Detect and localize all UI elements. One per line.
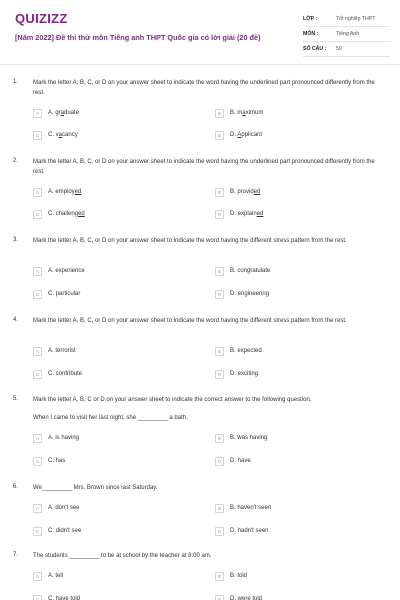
option-text: C. particular: [48, 291, 81, 297]
question-text: Mark the letter A, B, C, or D on your answer sheet to indicate the word having the underlined part pronounced differently from the rest.: [33, 80, 375, 96]
option-text: B. maximum: [230, 110, 264, 116]
question-text: The students _________ to be at school by the teacher at 8:00 am.: [33, 553, 212, 559]
option-letter-box: B: [215, 347, 224, 356]
option-text: C. have told: [48, 596, 81, 600]
option-text: D. exciting: [230, 371, 259, 377]
question-text: We_________ Mrs. Brown since last Saturday.: [33, 485, 158, 491]
option-letter-box: B: [215, 188, 224, 197]
option-text: D. engineering: [230, 291, 270, 297]
option-letter-box: D: [215, 370, 224, 379]
option-text: A. terrorist: [48, 348, 76, 354]
question-number: 1.: [13, 79, 19, 85]
worksheet-title: [Năm 2022] Đề thi thử môn Tiếng anh THPT Quốc gia có lời giải (20 đề): [15, 33, 261, 42]
option-letter-box: D: [215, 290, 224, 299]
question-number: 5.: [13, 396, 19, 402]
question-number: 2.: [13, 158, 19, 164]
option-text: D. Applicant: [230, 132, 263, 138]
worksheet-header: [0, 0, 400, 65]
option-letter-box: D: [215, 210, 224, 219]
question-number: 6.: [13, 484, 19, 490]
meta-subject-value: Tiếng Anh: [336, 31, 360, 37]
option-text: A. tell: [48, 573, 64, 579]
option-letter-box: C: [33, 457, 42, 466]
option-letter-box: B: [215, 572, 224, 581]
option-letter-box: A: [33, 109, 42, 118]
question-number: 4.: [13, 317, 19, 323]
option-text: B. was having: [230, 435, 268, 441]
question-number: 3.: [13, 237, 19, 243]
quizizz-logo[interactable]: QUIZIZZ: [15, 11, 68, 26]
meta-divider: [303, 41, 390, 42]
option-letter-box: C: [33, 595, 42, 600]
meta-divider: [303, 26, 390, 27]
option-text: B. told: [230, 573, 248, 579]
option-text: C. didn't see: [48, 528, 82, 534]
option-letter-box: C: [33, 131, 42, 140]
option-letter-box: B: [215, 434, 224, 443]
option-letter-box: A: [33, 188, 42, 197]
question-stem: When I came to visit her last night, she _________ a bath.: [33, 415, 188, 421]
option-text: B. haven't seen: [230, 505, 272, 511]
option-text: C. challenged: [48, 211, 85, 217]
option-letter-box: A: [33, 504, 42, 513]
option-text: D. have: [230, 458, 251, 464]
question-text: Mark the letter A, B, C, or D on your answer sheet to indicate the word having the underlined part pronounced differently from the rest.: [33, 159, 375, 175]
option-letter-box: C: [33, 210, 42, 219]
option-letter-box: D: [215, 131, 224, 140]
meta-grade-value: Tốt nghiệp THPT: [336, 16, 376, 22]
meta-grade-label: LỚP :: [303, 16, 318, 22]
option-letter-box: B: [215, 267, 224, 276]
meta-count-label: SỐ CÂU :: [303, 46, 327, 52]
option-letter-box: C: [33, 370, 42, 379]
meta-question-count: [303, 46, 342, 52]
meta-grade: [303, 16, 375, 22]
option-text: B. congratulate: [230, 268, 271, 274]
option-text: A. employed: [48, 189, 82, 195]
option-letter-box: C: [33, 527, 42, 536]
option-letter-box: B: [215, 109, 224, 118]
question-number: 7.: [13, 552, 19, 558]
option-letter-box: D: [215, 457, 224, 466]
option-text: A. don't see: [48, 505, 80, 511]
option-letter-box: A: [33, 434, 42, 443]
option-text: D. hadn't seen: [230, 528, 269, 534]
question-text: Mark the letter A, B, C, or D on your answer sheet to indicate the word having the different stress pattern from the rest.: [33, 318, 347, 324]
meta-subject: [303, 31, 359, 37]
option-text: A. is having: [48, 435, 80, 441]
option-text: B. expected: [230, 348, 262, 354]
option-text: C. contribute: [48, 371, 83, 377]
option-text: B. provided: [230, 189, 261, 195]
meta-divider: [303, 56, 390, 57]
option-letter-box: B: [215, 504, 224, 513]
meta-subject-label: MÔN :: [303, 31, 319, 37]
option-text: D. explained: [230, 211, 264, 217]
question-text: Mark the letter A, B, C or D on your answer sheet to indicate the correct answer to the following question.: [33, 397, 312, 403]
option-text: C. has: [48, 458, 66, 464]
option-text: A. graduate: [48, 110, 80, 116]
option-letter-box: D: [215, 595, 224, 600]
question-text: Mark the letter A, B, C, or D on your answer sheet to indicate the word having the different stress pattern from the rest.: [33, 238, 347, 244]
option-text: C. vacancy: [48, 132, 78, 138]
option-text: A. experience: [48, 268, 85, 274]
option-letter-box: A: [33, 267, 42, 276]
option-text: D. were told: [230, 596, 263, 600]
meta-count-value: 50: [336, 46, 342, 52]
option-letter-box: C: [33, 290, 42, 299]
option-letter-box: D: [215, 527, 224, 536]
option-letter-box: A: [33, 347, 42, 356]
option-letter-box: A: [33, 572, 42, 581]
